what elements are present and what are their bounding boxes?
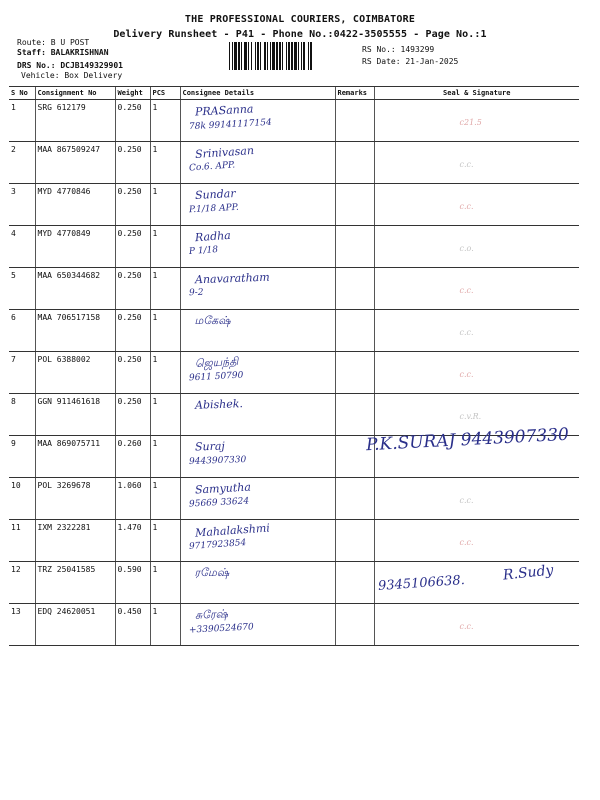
cell-consignment-no: MAA 706517158 — [35, 310, 115, 352]
consignee-detail-handwriting: 9717923854 — [188, 538, 247, 552]
cell-consignee — [180, 562, 335, 604]
cell-sno: 12 — [9, 562, 35, 604]
delivery-table-wrapper — [9, 86, 579, 646]
cell-consignment-no: MYD 4770849 — [35, 226, 115, 268]
consignee-name-handwriting: Suraj — [194, 439, 225, 454]
seal-stamp: c.c. — [459, 328, 474, 337]
cell-consignment-no: MAA 650344682 — [35, 268, 115, 310]
cell-consignee — [180, 352, 335, 394]
cell-pcs: 1 — [150, 310, 180, 352]
header-consignee: Consignee Details — [180, 87, 335, 100]
rs-number: RS No.: 1493299 — [362, 45, 435, 54]
cell-weight: 0.250 — [115, 100, 150, 142]
consignee-name-handwriting: Abishek. — [194, 397, 243, 412]
consignee-detail-handwriting: 9611 50790 — [188, 370, 244, 384]
header-signature: Seal & Signature — [374, 87, 579, 100]
seal-stamp: c.c. — [459, 496, 474, 505]
table-header-row — [9, 87, 579, 100]
cell-remarks — [335, 394, 374, 436]
cell-consignee — [180, 604, 335, 646]
cell-consignee — [180, 100, 335, 142]
cell-weight: 1.060 — [115, 478, 150, 520]
cell-pcs: 1 — [150, 520, 180, 562]
cell-signature — [374, 520, 579, 562]
consignee-name-handwriting: Samyutha — [194, 480, 251, 497]
table-row — [9, 268, 579, 310]
header-remarks: Remarks — [335, 87, 374, 100]
seal-stamp: c.c. — [459, 538, 474, 547]
cell-consignment-no: POL 3269678 — [35, 478, 115, 520]
header-pcs: PCS — [150, 87, 180, 100]
cell-signature — [374, 184, 579, 226]
cell-weight: 0.250 — [115, 226, 150, 268]
seal-stamp: c21.5 — [459, 118, 482, 127]
consignee-name-handwriting: சுரேஷ் — [194, 607, 228, 622]
cell-remarks — [335, 352, 374, 394]
cell-weight: 0.250 — [115, 268, 150, 310]
consignee-detail-handwriting: P 1/18 — [188, 244, 218, 258]
seal-stamp: c.c. — [459, 202, 474, 211]
cell-remarks — [335, 478, 374, 520]
seal-stamp: c.c. — [459, 622, 474, 631]
consignee-detail-handwriting: 95669 33624 — [188, 496, 249, 510]
barcode — [229, 42, 355, 70]
runsheet-subtitle: Delivery Runsheet - P41 - Phone No.:0422-3505555 - Page No.:1 — [113, 29, 487, 40]
cell-signature — [374, 268, 579, 310]
cell-pcs: 1 — [150, 436, 180, 478]
cell-pcs: 1 — [150, 184, 180, 226]
header-sno: S No — [9, 87, 35, 100]
consignee-detail-handwriting: P.1/18 APP. — [188, 202, 239, 216]
cell-remarks — [335, 142, 374, 184]
cell-sno: 3 — [9, 184, 35, 226]
seal-stamp: c.o. — [459, 244, 474, 253]
consignee-detail-handwriting: 9-2 — [188, 287, 204, 299]
cell-consignment-no: SRG 612179 — [35, 100, 115, 142]
seal-stamp: c.c. — [459, 160, 474, 169]
table-row — [9, 100, 579, 142]
cell-consignment-no: MAA 869075711 — [35, 436, 115, 478]
consignee-name-handwriting: PRASanna — [194, 102, 254, 119]
cell-consignee — [180, 268, 335, 310]
cell-remarks — [335, 604, 374, 646]
cell-pcs: 1 — [150, 352, 180, 394]
table-row — [9, 310, 579, 352]
cell-weight: 1.470 — [115, 520, 150, 562]
consignee-name-handwriting: Sundar — [194, 186, 236, 203]
table-row — [9, 184, 579, 226]
table-row — [9, 142, 579, 184]
cell-weight: 0.590 — [115, 562, 150, 604]
row9-signature: P.K.SURAJ 9443907330 — [365, 424, 570, 456]
cell-signature — [374, 310, 579, 352]
cell-pcs: 1 — [150, 604, 180, 646]
header-weight: Weight — [115, 87, 150, 100]
route-label: Route: B U POST — [17, 38, 90, 47]
table-row — [9, 520, 579, 562]
row12-phone-signature: 9345106638. — [377, 572, 466, 595]
cell-pcs: 1 — [150, 142, 180, 184]
cell-consignment-no: IXM 2322281 — [35, 520, 115, 562]
consignee-name-handwriting: மகேஷ் — [194, 314, 231, 327]
consignee-name-handwriting: Radha — [194, 228, 231, 245]
cell-weight: 0.250 — [115, 310, 150, 352]
header-consignment: Consignment No — [35, 87, 115, 100]
cell-remarks — [335, 268, 374, 310]
cell-sno: 2 — [9, 142, 35, 184]
delivery-table — [9, 86, 579, 646]
seal-stamp: c.v.R. — [459, 412, 482, 421]
cell-consignment-no: TRZ 25041585 — [35, 562, 115, 604]
consignee-name-handwriting: Mahalakshmi — [194, 521, 270, 540]
cell-remarks — [335, 310, 374, 352]
cell-pcs: 1 — [150, 562, 180, 604]
cell-consignment-no: POL 6388002 — [35, 352, 115, 394]
cell-sno: 4 — [9, 226, 35, 268]
cell-sno: 10 — [9, 478, 35, 520]
staff-label: Staff: BALAKRISHNAN — [17, 48, 109, 57]
cell-sno: 5 — [9, 268, 35, 310]
table-row — [9, 478, 579, 520]
table-row — [9, 562, 579, 604]
consignee-detail-handwriting: +3390524670 — [188, 622, 254, 636]
table-row — [9, 604, 579, 646]
cell-consignee — [180, 520, 335, 562]
vehicle-label: Vehicle: Box Delivery — [21, 71, 123, 80]
cell-sno: 11 — [9, 520, 35, 562]
cell-consignee — [180, 310, 335, 352]
cell-signature — [374, 604, 579, 646]
cell-pcs: 1 — [150, 394, 180, 436]
company-title: THE PROFESSIONAL COURIERS, COIMBATORE — [184, 14, 416, 25]
cell-pcs: 1 — [150, 478, 180, 520]
cell-signature — [374, 478, 579, 520]
consignee-name-handwriting: Anavaratham — [194, 270, 270, 287]
cell-remarks — [335, 520, 374, 562]
drs-label: DRS No.: DCJB149329901 — [17, 61, 123, 70]
seal-stamp: c.c. — [459, 370, 474, 379]
cell-signature — [374, 100, 579, 142]
cell-sno: 8 — [9, 394, 35, 436]
cell-pcs: 1 — [150, 226, 180, 268]
cell-sno: 1 — [9, 100, 35, 142]
cell-consignee — [180, 478, 335, 520]
cell-consignee — [180, 142, 335, 184]
cell-signature — [374, 142, 579, 184]
cell-consignment-no: GGN 911461618 — [35, 394, 115, 436]
cell-weight: 0.260 — [115, 436, 150, 478]
cell-signature — [374, 352, 579, 394]
rs-date: RS Date: 21-Jan-2025 — [362, 57, 459, 66]
cell-signature — [374, 226, 579, 268]
cell-sno: 13 — [9, 604, 35, 646]
cell-weight: 0.250 — [115, 394, 150, 436]
cell-consignee — [180, 184, 335, 226]
cell-pcs: 1 — [150, 100, 180, 142]
cell-weight: 0.250 — [115, 142, 150, 184]
table-row — [9, 352, 579, 394]
cell-consignee — [180, 226, 335, 268]
cell-sno: 6 — [9, 310, 35, 352]
cell-weight: 0.250 — [115, 352, 150, 394]
consignee-detail-handwriting: 78k 99141117154 — [188, 117, 272, 133]
cell-consignment-no: MYD 4770846 — [35, 184, 115, 226]
consignee-name-handwriting: ரமேஷ் — [194, 566, 230, 579]
cell-sno: 7 — [9, 352, 35, 394]
cell-consignee — [180, 436, 335, 478]
cell-remarks — [335, 184, 374, 226]
row12-signature: R.Sudy — [502, 562, 555, 584]
cell-sno: 9 — [9, 436, 35, 478]
consignee-detail-handwriting: 9443907330 — [188, 455, 246, 467]
cell-weight: 0.250 — [115, 184, 150, 226]
seal-stamp: c.c. — [459, 286, 474, 295]
cell-pcs: 1 — [150, 268, 180, 310]
consignee-name-handwriting: Srinivasan — [194, 143, 254, 162]
cell-remarks — [335, 226, 374, 268]
cell-consignment-no: MAA 867509247 — [35, 142, 115, 184]
consignee-detail-handwriting: Co.6. APP. — [188, 160, 235, 174]
cell-consignee — [180, 394, 335, 436]
cell-weight: 0.450 — [115, 604, 150, 646]
cell-remarks — [335, 100, 374, 142]
consignee-name-handwriting: ஜெயந்தி — [194, 354, 239, 371]
table-row — [9, 226, 579, 268]
cell-remarks — [335, 562, 374, 604]
cell-consignment-no: EDQ 24620051 — [35, 604, 115, 646]
